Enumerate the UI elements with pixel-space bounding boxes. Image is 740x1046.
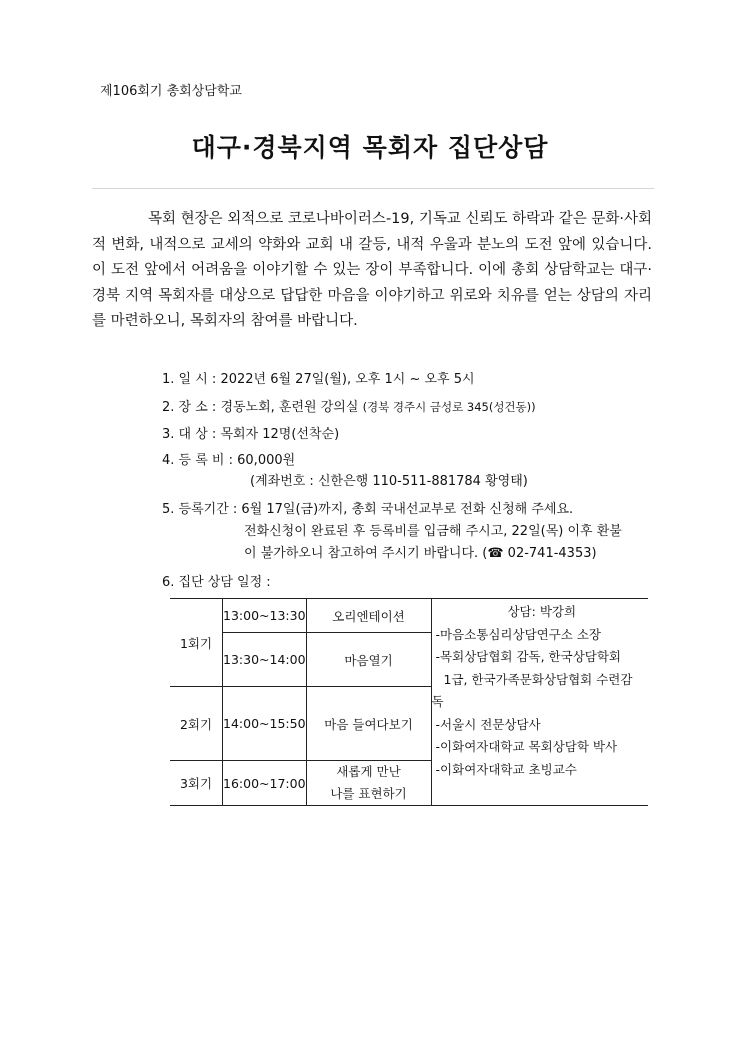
- page-title: 대구·경북지역 목회자 집단상담: [191, 133, 549, 162]
- target-label: 3. 대 상 :: [162, 427, 217, 442]
- content-cell: 마음열기: [306, 633, 431, 687]
- info-place: [162, 396, 536, 415]
- session-cell: 2회기: [170, 687, 223, 761]
- info-period: [162, 498, 573, 517]
- school-header: 제106회기 총회상담학교: [100, 84, 242, 99]
- info-fee: [162, 449, 295, 468]
- time-cell: 14:00~15:50: [223, 687, 307, 761]
- place-address: (경북 경주시 금성로 345(성건동)): [362, 400, 536, 414]
- counselor-name: 상담: 박강희: [507, 604, 577, 619]
- date-label: 1. 일 시 :: [162, 372, 217, 387]
- info-target: [162, 423, 339, 442]
- intro-paragraph: 목회 현장은 외적으로 코로나바이러스-19, 기독교 신뢰도 하락과 같은 문화·사회적 변화, 내적으로 교세의 약화와 교회 내 갈등, 내적 우울과 분노의 도전 앞에 있습니다. 이 도전 앞에서 어려움을 이야기할 수 있는 장이 부족합니다. 이에 총회 상담학교는 대구·경북 지역 목회자를 대상으로 답답한 마음을 이야기하고 위로와 치유를 얻는 상담의 자리를 마련하오니, 목회자의 참여를 바랍니다.: [92, 211, 652, 329]
- place-label: 2. 장 소 :: [162, 400, 217, 415]
- period-label: 5. 등록기간 :: [162, 502, 238, 517]
- content-line: 나를 표현하기: [330, 786, 407, 801]
- counselor-credential: 1급, 한국가족문화상담협회 수련감: [443, 671, 633, 687]
- counselor-credential: -이화여자대학교 목회상담학 박사: [435, 739, 618, 754]
- time-cell: 13:30~14:00: [223, 633, 307, 687]
- schedule-heading: 6. 집단 상담 일정 :: [162, 575, 271, 590]
- counselor-credential: 독: [431, 694, 444, 709]
- counselor-credential: -이화여자대학교 초빙교수: [435, 761, 577, 777]
- content-line: 새롭게 만난: [336, 764, 401, 779]
- info-date: [162, 368, 475, 387]
- period-line-2: 전화신청이 완료된 후 등록비를 입금해 주시고, 22일(목) 이후 환불: [244, 524, 622, 539]
- period-line-1: 6월 17일(금)까지, 총회 국내선교부로 전화 신청해 주세요.: [241, 502, 574, 517]
- time-cell: 16:00~17:00: [223, 761, 307, 806]
- content-cell: 마음 들여다보기: [306, 687, 431, 761]
- fee-label: 4. 등 록 비 :: [162, 453, 233, 468]
- place-value: 경동노회, 훈련원 강의실: [220, 400, 359, 415]
- date-value: 2022년 6월 27일(월), 오후 1시 ~ 오후 5시: [220, 372, 475, 387]
- session-cell: 1회기: [170, 599, 223, 687]
- table-row: [170, 599, 648, 633]
- info-account: (계좌번호 : 신한은행 110-511-881784 황영태): [250, 474, 528, 489]
- content-cell: [306, 761, 431, 806]
- counselor-credential: -서울시 전문상담사: [435, 716, 541, 732]
- counselor-credential: -마음소통심리상담연구소 소장: [435, 626, 601, 642]
- counselor-cell: [431, 599, 648, 806]
- time-cell: 13:00~13:30: [223, 599, 307, 633]
- fee-value: 60,000원: [237, 453, 296, 468]
- title-divider: [92, 188, 654, 189]
- schedule-table: [170, 598, 648, 806]
- period-line-3: 이 불가하오니 참고하여 주시기 바랍니다. (☎ 02-741-4353): [244, 546, 597, 561]
- session-cell: 3회기: [170, 761, 223, 806]
- target-value: 목회자 12명(선착순): [220, 427, 340, 442]
- content-cell: 오리엔테이션: [306, 599, 431, 633]
- counselor-credential: -목회상담협회 감독, 한국상담학회: [435, 649, 622, 664]
